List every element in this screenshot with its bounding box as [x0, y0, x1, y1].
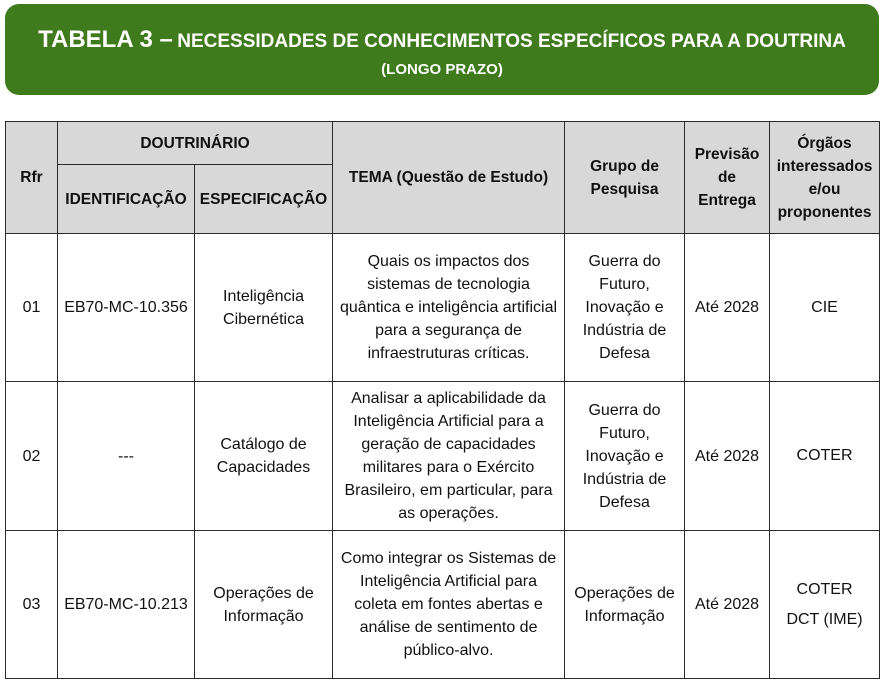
cell-grupo: Guerra do Futuro, Inovação e Indústria de Defesa: [565, 234, 685, 382]
header-previsao: Previsão de Entrega: [685, 122, 770, 234]
cell-grupo: Guerra do Futuro, Inovação e Indústria de Defesa: [565, 382, 685, 531]
cell-especificacao: Catálogo de Capacidades: [195, 382, 333, 531]
cell-identificacao: EB70-MC-10.356: [58, 234, 195, 382]
table-subtitle: (LONGO PRAZO): [381, 61, 503, 78]
orgao-label: COTER: [796, 447, 853, 464]
table-title: [5, 25, 879, 58]
header-especificacao: ESPECIFICAÇÃO: [195, 165, 333, 234]
header-grupo: Grupo de Pesquisa: [565, 122, 685, 234]
cell-especificacao: Inteligência Cibernética: [195, 234, 333, 382]
cell-orgaos: [770, 531, 880, 679]
knowledge-needs-table: [5, 121, 880, 679]
header-doutrinario: DOUTRINÁRIO: [58, 122, 333, 165]
table-row: [6, 234, 880, 382]
cell-rfr: 02: [6, 382, 58, 531]
table-row: [6, 382, 880, 531]
orgao-label: DCT (IME): [786, 610, 863, 628]
table-title-text: NECESSIDADES DE CONHECIMENTOS ESPECÍFICOS PARA A DOUTRINA: [177, 31, 846, 52]
orgao-label: COTER: [796, 580, 853, 598]
cell-previsao: Até 2028: [685, 234, 770, 382]
cell-tema: Quais os impactos dos sistemas de tecnologia quântica e inteligência artificial para a segurança de infraestruturas críticas.: [333, 234, 565, 382]
cell-grupo: Operações de Informação: [565, 531, 685, 679]
table-title-banner: [5, 4, 879, 95]
header-identificacao: IDENTIFICAÇÃO: [58, 165, 195, 234]
header-row: [6, 122, 880, 165]
cell-especificacao: Operações de Informação: [195, 531, 333, 679]
cell-rfr: 01: [6, 234, 58, 382]
cell-tema: Analisar a aplicabilidade da Inteligência Artificial para a geração de capacidades militares para o Exército Brasileiro, em particular, para as operações.: [333, 382, 565, 531]
cell-identificacao: EB70-MC-10.213: [58, 531, 195, 679]
cell-orgaos: [770, 234, 880, 382]
header-tema: TEMA (Questão de Estudo): [333, 122, 565, 234]
orgao-label: CIE: [811, 298, 838, 316]
cell-rfr: 03: [6, 531, 58, 679]
cell-tema: Como integrar os Sistemas de Inteligência Artificial para coleta em fontes abertas e análise de sentimento de público-alvo.: [333, 531, 565, 679]
table-title-prefix: TABELA 3 –: [38, 26, 173, 53]
table-row: [6, 531, 880, 679]
cell-orgaos: [770, 382, 880, 531]
header-orgaos: Órgãos interessados e/ou proponentes: [770, 122, 880, 234]
cell-previsao: Até 2028: [685, 382, 770, 531]
cell-identificacao: ---: [58, 382, 195, 531]
header-rfr: Rfr: [6, 122, 58, 234]
cell-previsao: Até 2028: [685, 531, 770, 679]
